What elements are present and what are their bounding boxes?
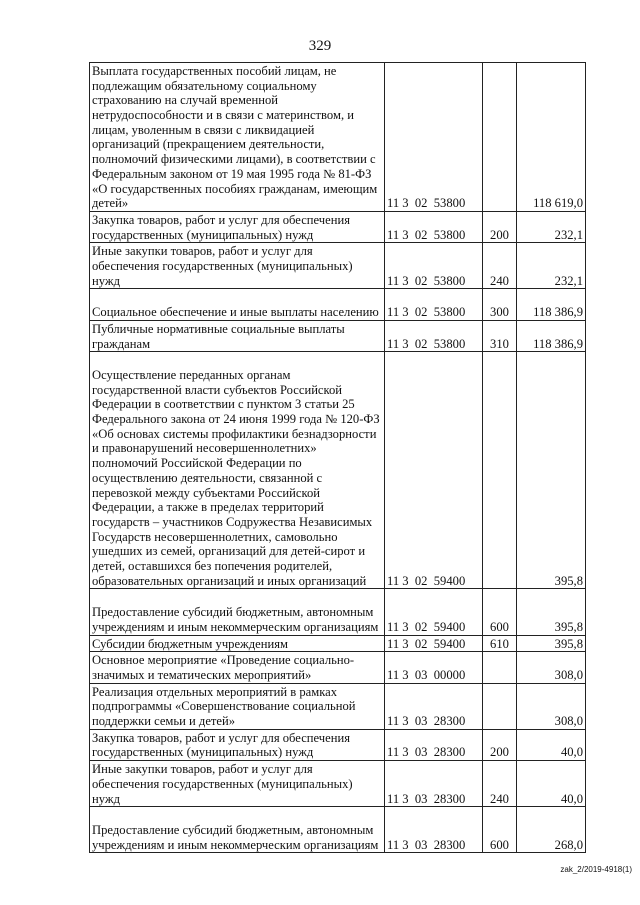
cell-expense-type [483, 683, 517, 729]
cell-expense-type: 600 [483, 589, 517, 635]
cell-name: Субсидии бюджетным учреждениям [90, 635, 385, 652]
cell-name: Иные закупки товаров, работ и услуг для обеспечения государственных (муниципальных) нужд [90, 761, 385, 807]
cell-code: 11 3 02 53800 [385, 289, 483, 320]
cell-name: Реализация отдельных мероприятий в рамках подпрограммы «Совершенствование социальной поддержки семьи и детей» [90, 683, 385, 729]
cell-amount: 232,1 [517, 212, 586, 243]
cell-name: Основное мероприятие «Проведение социально-значимых и тематических мероприятий» [90, 652, 385, 683]
cell-amount: 308,0 [517, 683, 586, 729]
table-row [90, 635, 586, 652]
cell-name: Предоставление субсидий бюджетным, автономным учреждениям и иным некоммерческим организациям [90, 807, 385, 853]
table-row [90, 807, 586, 853]
cell-code: 11 3 03 28300 [385, 807, 483, 853]
cell-code: 11 3 02 53800 [385, 243, 483, 289]
cell-amount: 118 386,9 [517, 289, 586, 320]
table-row [90, 683, 586, 729]
cell-code: 11 3 03 00000 [385, 652, 483, 683]
table-row [90, 243, 586, 289]
cell-name: Выплата государственных пособий лицам, не подлежащим обязательному социальному страхованию на случай временной нетрудоспособности и в связи с материнством, и лицам, уволенным в связи с ликвидацией организаций (прекращением деятельности, полномочий физическими лицами), в соответствии с Федеральным законом от 19 мая 1995 года № 81-ФЗ «О государственных пособиях гражданам, имеющим детей» [90, 63, 385, 212]
cell-amount: 40,0 [517, 761, 586, 807]
cell-code: 11 3 02 53800 [385, 320, 483, 351]
cell-amount: 118 619,0 [517, 63, 586, 212]
table-row [90, 212, 586, 243]
table-row [90, 352, 586, 589]
cell-name: Осуществление переданных органам государственной власти субъектов Российской Федерации в соответствии с пунктом 3 статьи 25 Федерального закона от 24 июня 1999 года № 120-ФЗ «Об основах системы профилактики безнадзорности и правонарушений несовершеннолетних» полномочий Российской Федерации по осуществлению деятельности, связанной с перевозкой между субъектами Российской Федерации, а также в пределах территорий государств – участников Содружества Независимых Государств несовершеннолетних, самовольно ушедших из семей, организаций для детей-сирот и детей, оставшихся без попечения родителей, образовательных организаций и иных организаций [90, 352, 385, 589]
cell-amount: 395,8 [517, 352, 586, 589]
cell-code: 11 3 03 28300 [385, 729, 483, 760]
cell-code: 11 3 03 28300 [385, 683, 483, 729]
cell-name: Социальное обеспечение и иные выплаты населению [90, 289, 385, 320]
cell-expense-type: 600 [483, 807, 517, 853]
cell-code: 11 3 02 59400 [385, 589, 483, 635]
cell-code: 11 3 02 53800 [385, 63, 483, 212]
cell-name: Предоставление субсидий бюджетным, автономным учреждениям и иным некоммерческим организациям [90, 589, 385, 635]
cell-code: 11 3 02 59400 [385, 635, 483, 652]
cell-expense-type: 240 [483, 243, 517, 289]
cell-code: 11 3 02 59400 [385, 352, 483, 589]
table-row [90, 652, 586, 683]
table-row [90, 63, 586, 212]
cell-expense-type: 300 [483, 289, 517, 320]
budget-table [89, 62, 586, 853]
cell-code: 11 3 02 53800 [385, 212, 483, 243]
cell-amount: 40,0 [517, 729, 586, 760]
cell-expense-type [483, 63, 517, 212]
document-code: zak_2/2019-4918(1) [560, 865, 632, 874]
cell-expense-type: 200 [483, 212, 517, 243]
cell-expense-type: 240 [483, 761, 517, 807]
cell-amount: 268,0 [517, 807, 586, 853]
table-row [90, 289, 586, 320]
cell-expense-type: 310 [483, 320, 517, 351]
cell-name: Закупка товаров, работ и услуг для обеспечения государственных (муниципальных) нужд [90, 212, 385, 243]
cell-expense-type: 610 [483, 635, 517, 652]
cell-name: Публичные нормативные социальные выплаты гражданам [90, 320, 385, 351]
cell-amount: 395,8 [517, 589, 586, 635]
cell-expense-type [483, 652, 517, 683]
cell-amount: 308,0 [517, 652, 586, 683]
cell-expense-type: 200 [483, 729, 517, 760]
cell-amount: 118 386,9 [517, 320, 586, 351]
cell-amount: 232,1 [517, 243, 586, 289]
table-row [90, 761, 586, 807]
cell-name: Закупка товаров, работ и услуг для обеспечения государственных (муниципальных) нужд [90, 729, 385, 760]
table-row [90, 589, 586, 635]
cell-code: 11 3 03 28300 [385, 761, 483, 807]
table-row [90, 729, 586, 760]
page-number: 329 [308, 38, 332, 54]
cell-amount: 395,8 [517, 635, 586, 652]
cell-name: Иные закупки товаров, работ и услуг для обеспечения государственных (муниципальных) нужд [90, 243, 385, 289]
budget-table-body [90, 63, 586, 853]
cell-expense-type [483, 352, 517, 589]
table-row [90, 320, 586, 351]
